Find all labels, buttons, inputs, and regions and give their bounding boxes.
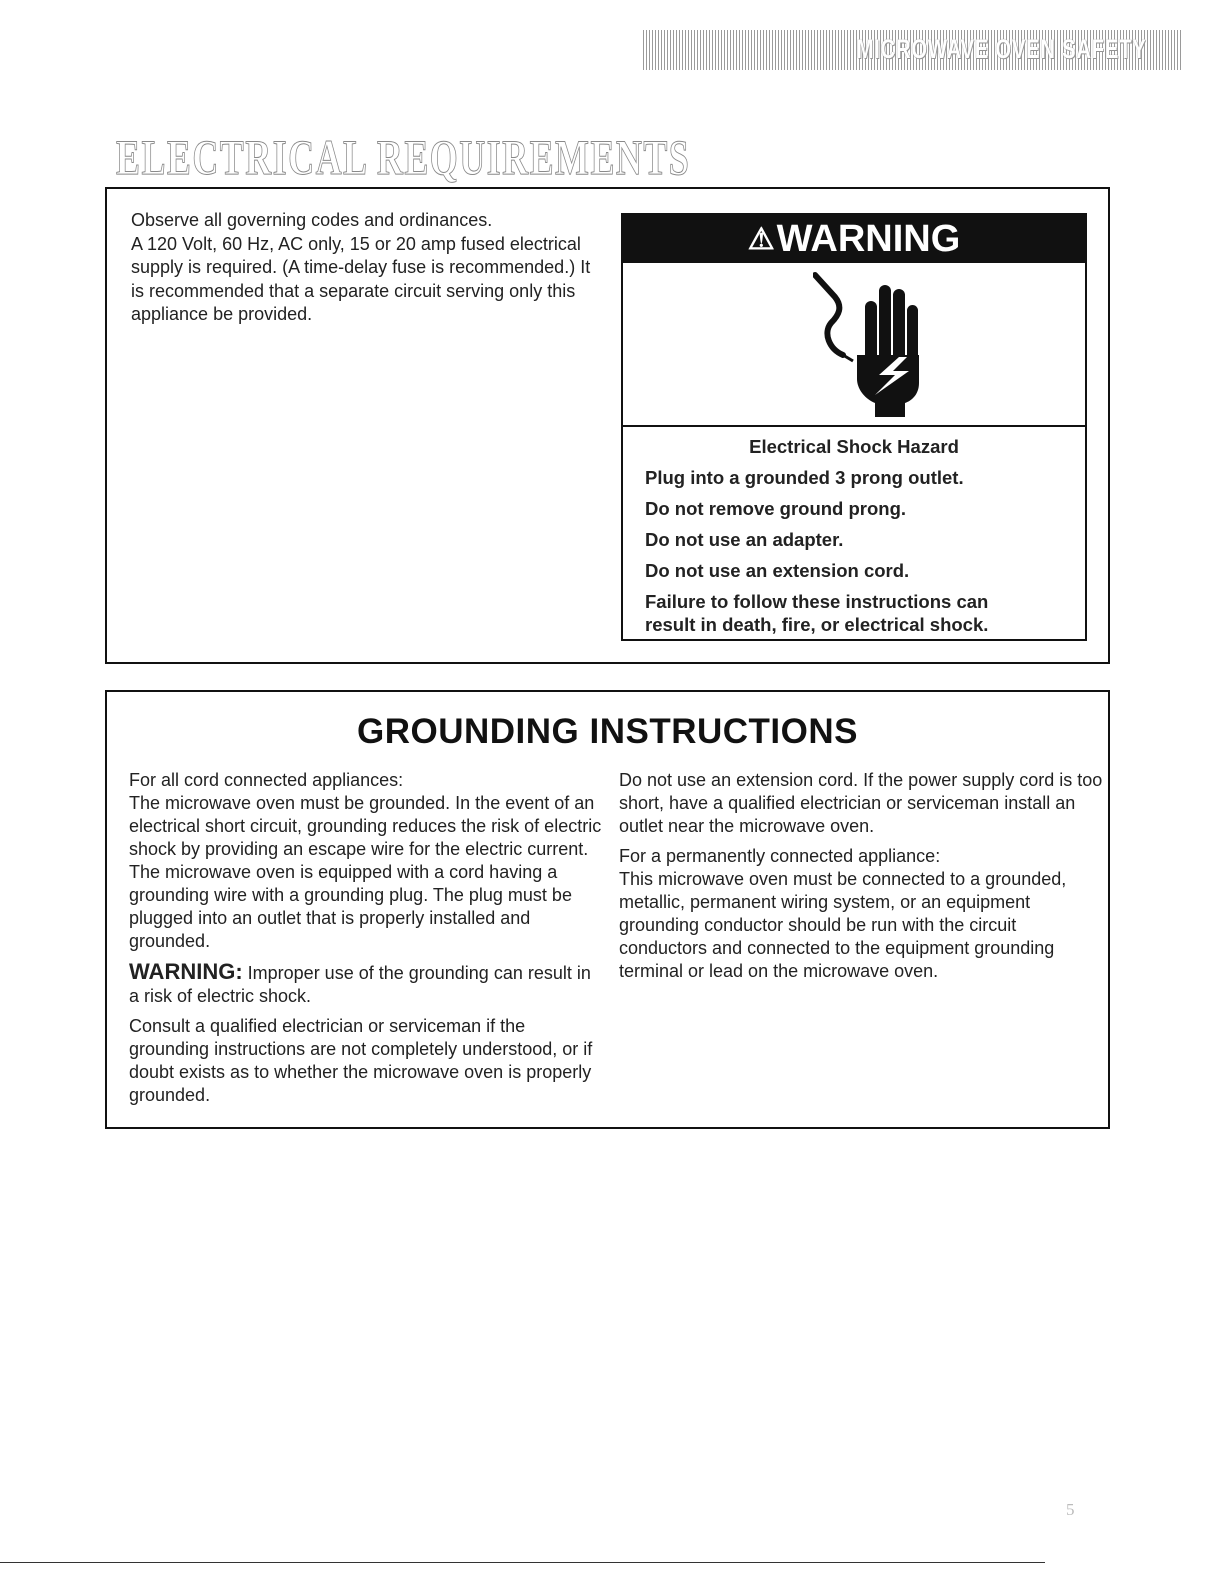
grounding-warning-label: WARNING: bbox=[129, 959, 243, 984]
grounding-right-column bbox=[619, 769, 1104, 990]
bottom-rule bbox=[0, 1562, 1045, 1563]
grounding-paragraph: For all cord connected appliances: bbox=[129, 770, 404, 790]
warning-line: Do not remove ground prong. bbox=[645, 498, 907, 519]
grounding-paragraph: Consult a qualified electrician or serviceman if the grounding instructions are not completely understood, or if doubt exists as to whether the microwave oven is properly grounded. bbox=[129, 1016, 593, 1105]
supply-requirements-paragraph: A 120 Volt, 60 Hz, AC only, 15 or 20 amp fused electrical supply is required. (A time-delay fuse is recommended.) It is recommended that a separate circuit serving only this appliance be provided. bbox=[131, 233, 591, 324]
header-banner bbox=[643, 30, 1181, 70]
hazard-title: Electrical Shock Hazard bbox=[749, 436, 959, 457]
warning-line: Plug into a grounded 3 prong outlet. bbox=[645, 467, 964, 488]
electrical-shock-hand-icon bbox=[813, 271, 923, 419]
warning-title: WARNING bbox=[776, 217, 961, 260]
warning-icon-area bbox=[623, 263, 1085, 427]
page-number: 5 bbox=[1066, 1500, 1075, 1519]
header-banner-label: MICROWAVE OVEN SAFETY bbox=[857, 34, 1147, 64]
grounding-instructions-box bbox=[105, 690, 1110, 1129]
grounding-warning-text: Improper use of the grounding can result in a risk of electric shock. bbox=[129, 963, 591, 1006]
grounding-paragraph: This microwave oven must be connected to a grounded, metallic, permanent wiring system, or an equipment grounding conductor should be run with the circuit conductors and connected to the equipment grounding terminal or lead on the microwave oven. bbox=[619, 869, 1067, 981]
grounding-left-column bbox=[129, 769, 604, 1114]
electrical-requirements-box bbox=[105, 187, 1110, 664]
warning-line: Failure to follow these instructions can result in death, fire, or electrical shock. bbox=[645, 591, 989, 635]
electrical-requirements-text bbox=[131, 209, 601, 327]
grounding-paragraph: Do not use an extension cord. If the power supply cord is too short, have a qualified electrician or serviceman install an outlet near the microwave oven. bbox=[619, 770, 1103, 836]
warning-title-bar bbox=[623, 215, 1085, 263]
warning-box bbox=[621, 213, 1087, 641]
warning-line: Do not use an adapter. bbox=[645, 529, 844, 550]
grounding-title: GROUNDING INSTRUCTIONS bbox=[357, 712, 858, 751]
warning-instructions bbox=[623, 427, 1085, 636]
section-heading: ELECTRICAL REQUIREMENTS bbox=[116, 129, 691, 185]
grounding-paragraph: For a permanently connected appliance: bbox=[619, 846, 941, 866]
governing-codes-paragraph: Observe all governing codes and ordinances. bbox=[131, 210, 493, 230]
grounding-paragraph: The microwave oven must be grounded. In the event of an electrical short circuit, grounding reduces the risk of electric shock by providing an escape wire for the electric current. The microwave oven is equipped with a cord having a grounding wire with a grounding plug. The plug must be plugged into an outlet that is properly installed and grounded. bbox=[129, 793, 602, 951]
grounding-warning-paragraph bbox=[129, 960, 604, 1008]
warning-triangle-icon: ⚠ bbox=[747, 222, 775, 256]
warning-line: Do not use an extension cord. bbox=[645, 560, 910, 581]
